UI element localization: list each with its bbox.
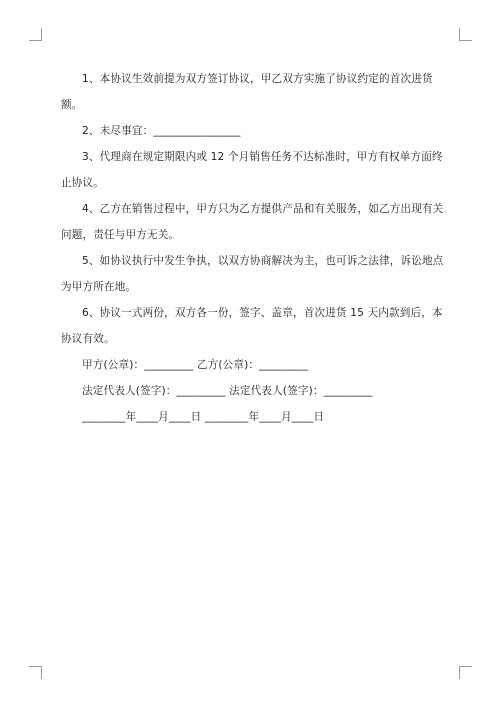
- crop-mark-top-right: [459, 28, 472, 41]
- representative-line: [61, 378, 449, 404]
- clause-6: 6、协议一式两份，双方各一份，签字、盖章，首次进货 15 天内款到后，本协议有效。: [61, 307, 443, 345]
- clause-3: 3、代理商在规定期限内或 12 个月销售任务不达标准时，甲方有权单方面终止协议。: [61, 151, 443, 189]
- date-line[interactable]: ________年____月____日 ________年____月____日: [82, 411, 325, 423]
- seal-line: [61, 352, 449, 378]
- crop-mark-bottom-right: [459, 666, 472, 679]
- clause-5: 5、如协议执行中发生争执，以双方协商解决为主，也可诉之法律，诉讼地点为甲方所在地。: [61, 255, 444, 293]
- clause-1: 1、本协议生效前提为双方签订协议，甲乙双方实施了协议约定的首次进货额。: [61, 73, 433, 111]
- clause-2: 2、未尽事宜：________________: [82, 125, 241, 137]
- party-a-representative-field[interactable]: 法定代表人(签字)：_________: [82, 385, 226, 397]
- crop-mark-top-left: [29, 28, 42, 41]
- party-a-seal-field[interactable]: 甲方(公章)：_________: [82, 359, 194, 371]
- party-b-representative-field[interactable]: 法定代表人(签字)：_________: [229, 385, 373, 397]
- clause-4: 4、乙方在销售过程中，甲方只为乙方提供产品和有关服务，如乙方出现有关问题，责任与甲方无关。: [61, 203, 444, 241]
- crop-mark-bottom-left: [29, 666, 42, 679]
- document-body: [61, 66, 449, 430]
- party-b-seal-field[interactable]: 乙方(公章)：_________: [196, 359, 309, 371]
